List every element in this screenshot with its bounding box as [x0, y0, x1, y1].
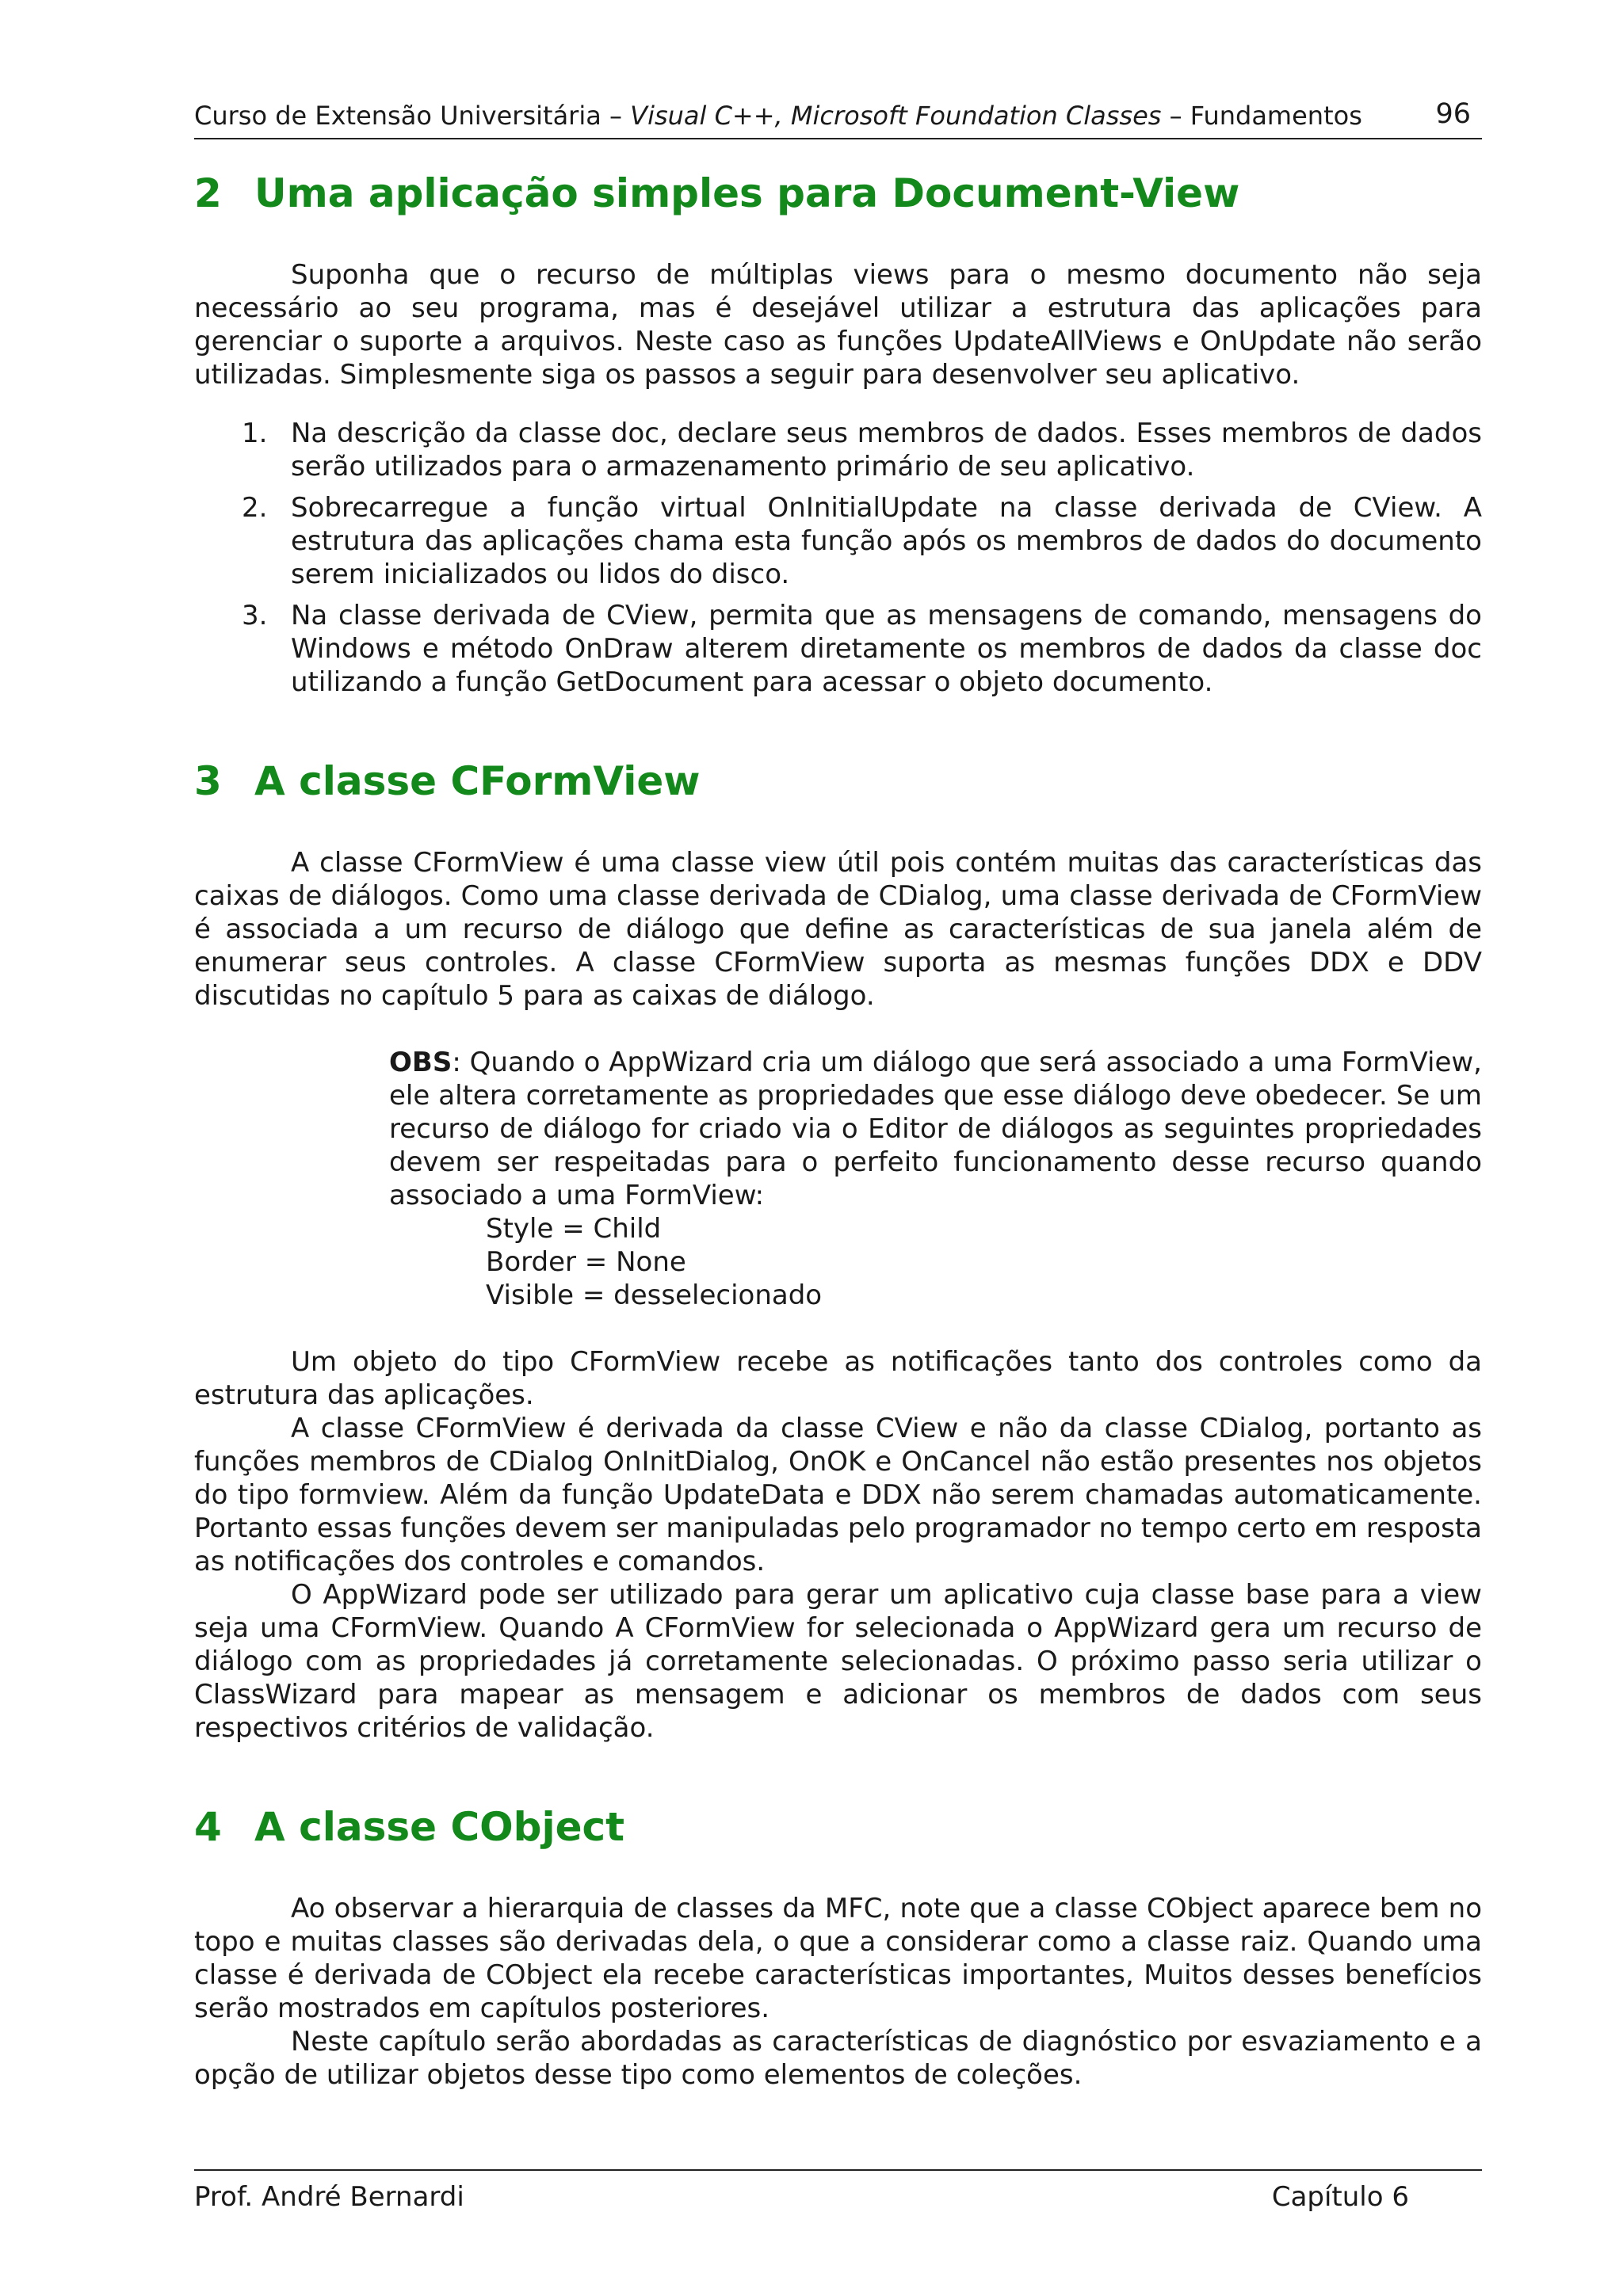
header-course-italic: Visual C++, Microsoft Foundation Classes: [630, 101, 1162, 131]
paragraph: Neste capítulo serão abordadas as características de diagnóstico por esvaziamento e a opção de utilizar objetos desse tipo como elementos de coleções.: [194, 2026, 1482, 2091]
footer-author: Prof. André Bernardi: [194, 2181, 464, 2213]
list-marker: 1.: [242, 418, 268, 449]
section-title: A classe CFormView: [254, 758, 701, 804]
section-number: 4: [194, 1804, 222, 1850]
section-number: 2: [194, 170, 222, 216]
header-course-title: [194, 93, 1362, 138]
section-heading-3: [194, 756, 1482, 807]
paragraph: A classe CFormView é uma classe view útil pois contém muitas das características das caixas de diálogos. Como uma classe derivada de CDialog, uma classe derivada de CFormView é associada a um recurso de diálogo que define as características de sua janela além de enumerar seus controles. A classe CFormView suporta as mesmas funções DDX e DDV discutidas no capítulo 5 para as caixas de diálogo.: [194, 847, 1482, 1012]
section-title: A classe CObject: [254, 1804, 625, 1850]
header-course-prefix: Curso de Extensão Universitária –: [194, 101, 631, 131]
paragraph: Suponha que o recurso de múltiplas views para o mesmo documento não seja necessário ao seu programa, mas é desejável utilizar a estrutura das aplicações para gerenciar o suporte a arquivos. Neste caso as funções UpdateAllViews e OnUpdate não serão utilizadas. Simplesmente siga os passos a seguir para desenvolver seu aplicativo.: [194, 259, 1482, 391]
section-title: Uma aplicação simples para Document-View: [254, 170, 1240, 216]
page-number: 96: [1435, 98, 1471, 130]
page-footer: [194, 2169, 1482, 2213]
paragraph: Ao observar a hierarquia de classes da MFC, note que a classe CObject aparece bem no topo e muitas classes são derivadas dela, o que a considerar como a classe raiz. Quando uma classe é derivada de CObject ela recebe características importantes, Muitos desses benefícios serão mostrados em capítulos posteriores.: [194, 1893, 1482, 2024]
property-item: Visible = desselecionado: [486, 1280, 823, 1311]
property-item: Border = None: [486, 1246, 686, 1278]
property-list: [486, 1212, 1482, 1312]
paragraph: A classe CFormView é derivada da classe CView e não da classe CDialog, portanto as funções membros de CDialog OnInitDialog, OnOK e OnCancel não estão presentes nos objetos do tipo formview. Além da função UpdateData e DDX não serem chamadas automaticamente. Portanto essas funções devem ser manipuladas pelo programador no tempo certo em resposta as notificações dos controles e comandos.: [194, 1413, 1482, 1577]
list-item: [194, 417, 1482, 483]
list-item-text: Na classe derivada de CView, permita que as mensagens de comando, mensagens do Windows e método OnDraw alterem diretamente os membros de dados da classe doc utilizando a função GetDocument para acessar o objeto documento.: [291, 600, 1482, 698]
list-marker: 3.: [242, 600, 268, 631]
paragraph: Um objeto do tipo CFormView recebe as notificações tanto dos controles como da estrutura das aplicações.: [194, 1346, 1482, 1411]
list-item-text: Sobrecarregue a função virtual OnInitialUpdate na classe derivada de CView. A estrutura das aplicações chama esta função após os membros de dados do documento serem inicializados ou lidos do disco.: [291, 492, 1482, 590]
property-item: Style = Child: [486, 1213, 662, 1245]
list-marker: 2.: [242, 492, 268, 524]
list-item: [194, 491, 1482, 591]
obs-paragraph: [389, 1046, 1482, 1212]
section-heading-4: [194, 1802, 1482, 1852]
header-course-suffix: – Fundamentos: [1161, 101, 1362, 131]
obs-note: [389, 1046, 1482, 1312]
list-item-text: Na descrição da classe doc, declare seus membros de dados. Esses membros de dados serão utilizados para o armazenamento primário de seu aplicativo.: [291, 418, 1482, 482]
page-header: [194, 93, 1482, 139]
list-item: [194, 599, 1482, 699]
obs-text: : Quando o AppWizard cria um diálogo que será associado a uma FormView, ele altera corretamente as propriedades que esse diálogo deve obedecer. Se um recurso de diálogo for criado via o Editor de diálogos as seguintes propriedades devem ser respeitadas para o perfeito funcionamento desse recurso quando associado a uma FormView:: [389, 1047, 1482, 1211]
page-content: [194, 158, 1482, 2092]
section-number: 3: [194, 758, 222, 804]
steps-list: [194, 417, 1482, 699]
section-heading-2: [194, 168, 1482, 219]
footer-chapter: Capítulo 6: [1271, 2181, 1409, 2213]
obs-label: OBS: [389, 1047, 453, 1078]
paragraph: O AppWizard pode ser utilizado para gerar um aplicativo cuja classe base para a view seja uma CFormView. Quando A CFormView for selecionada o AppWizard gera um recurso de diálogo com as propriedades já corretamente selecionadas. O próximo passo seria utilizar o ClassWizard para mapear as mensagem e adicionar os membros de dados com seus respectivos critérios de validação.: [194, 1579, 1482, 1744]
